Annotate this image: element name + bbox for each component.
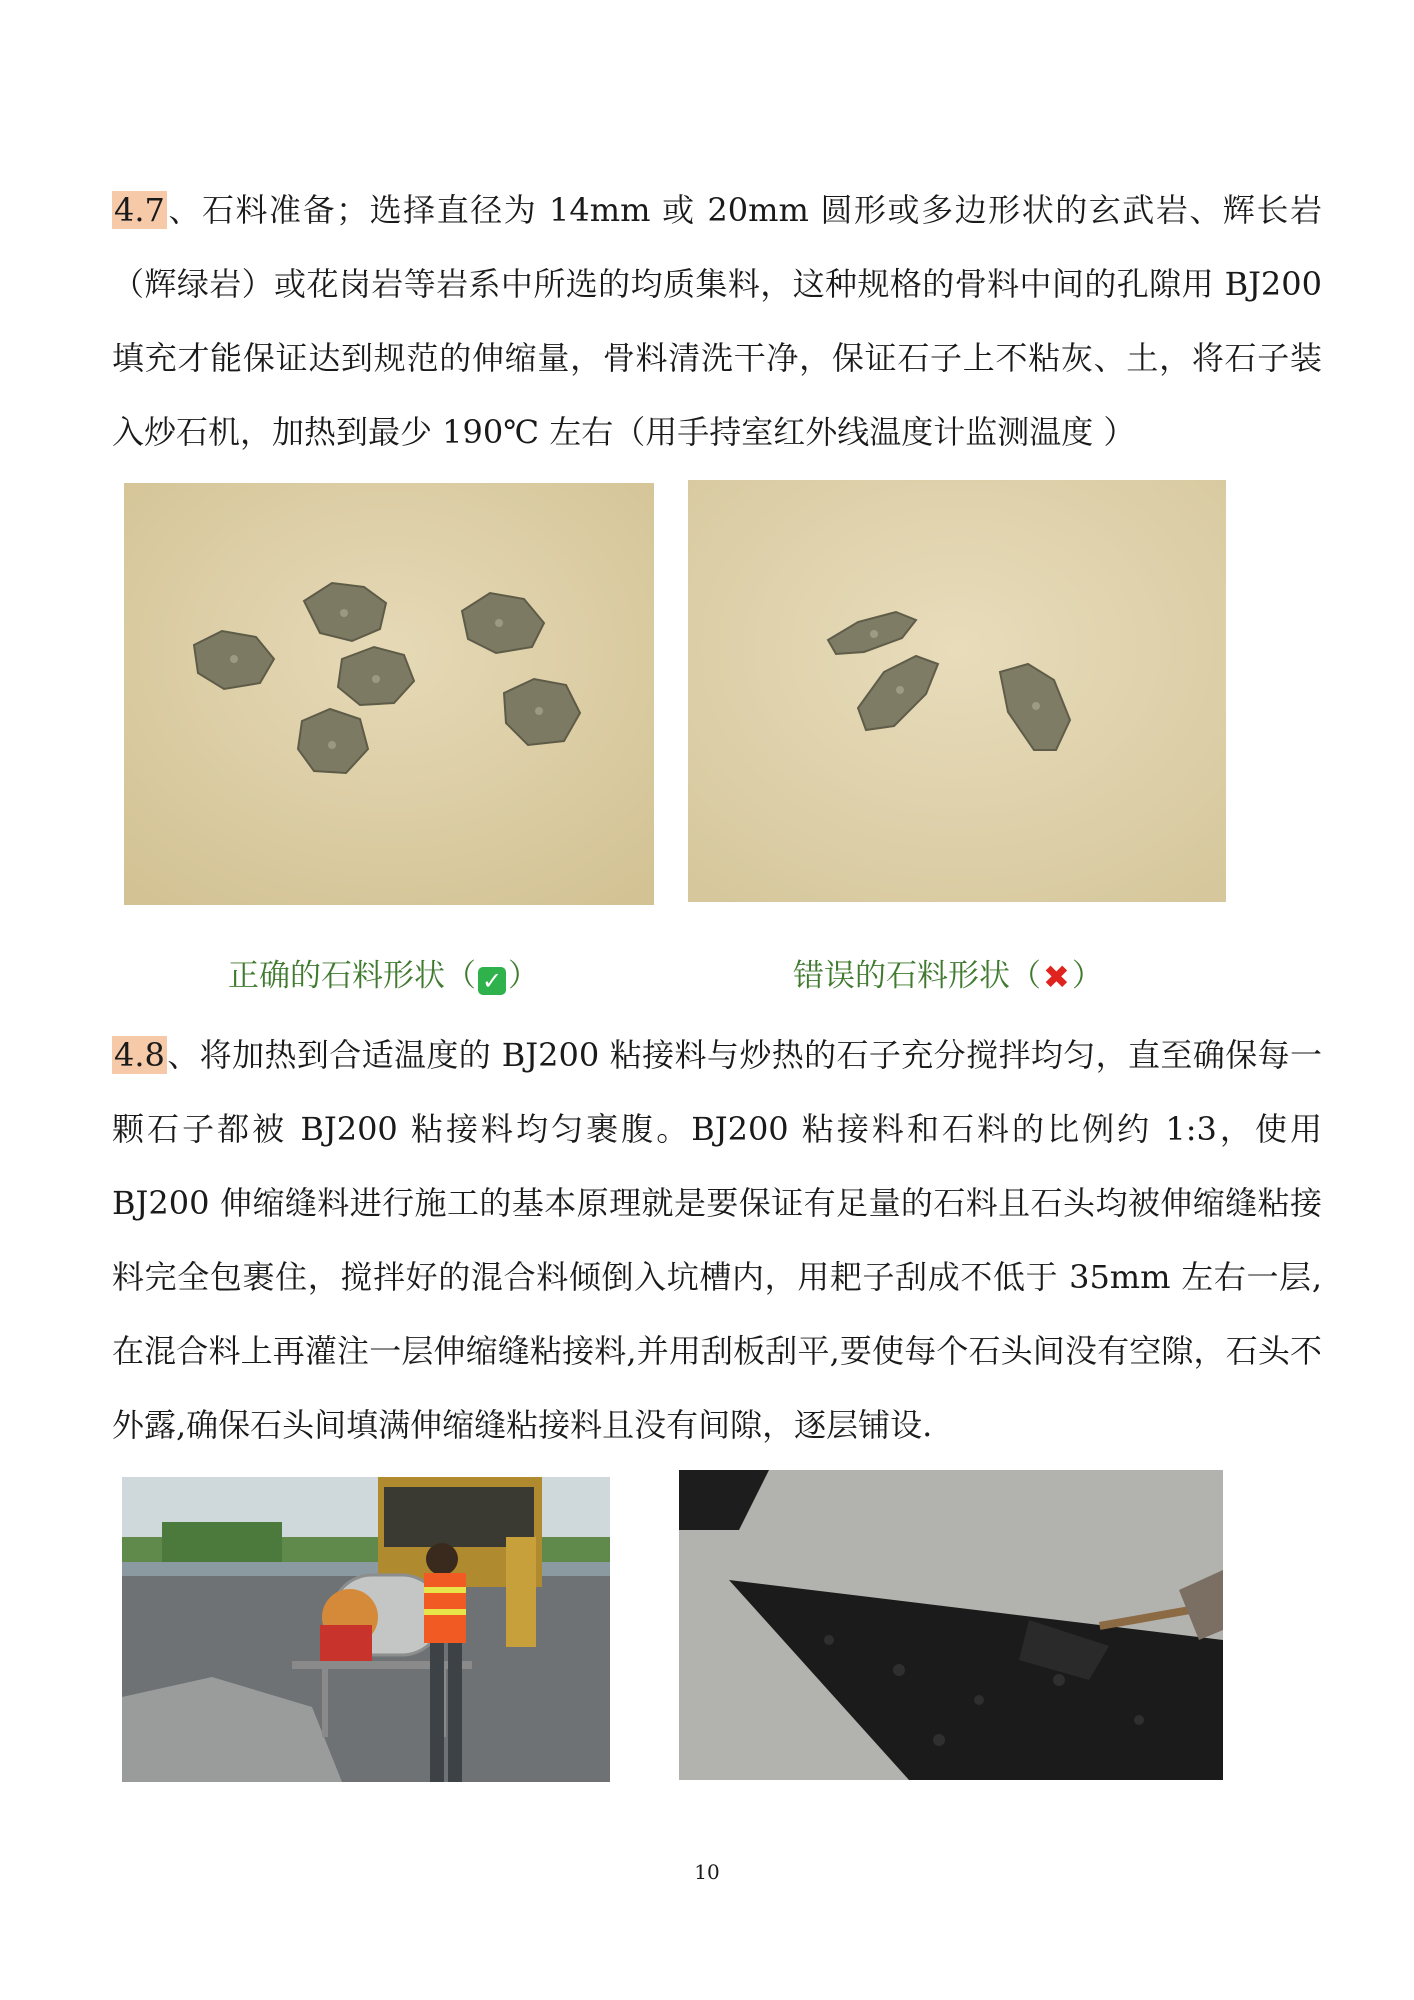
cross-mark-icon: ✖ <box>1043 958 1070 996</box>
photo-worker-mixer <box>122 1477 610 1782</box>
section-4-8-text: 、将加热到合适温度的 BJ200 粘接料与炒热的石子充分搅拌均匀，直至确保每一颗石子都被 BJ200 粘接料均匀裹腹。BJ200 粘接料和石料的比例约 1:3，使用 BJ200 伸缩缝料进行施工的基本原理就是要保证有足量的石料且石头均被伸缩缝粘接料完全包裹住，搅拌好的混合料倾倒入坑槽内，用耙子刮成不低于 35mm 左右一层,在混合料上再灌注一层伸缩缝粘接料,并用刮板刮平,要使每个石头间没有空隙，石头不外露,确保石头间填满伸缩缝粘接料且没有间隙，逐层铺设. <box>112 1036 1322 1444</box>
section-4-7-number: 4.7 <box>114 191 165 229</box>
photo-wrong-stones <box>688 480 1226 902</box>
caption-correct-stone-shape: 正确的石料形状（ ✓ ） <box>228 958 539 995</box>
section-4-7-text: 、石料准备；选择直径为 14mm 或 20mm 圆形或多边形状的玄武岩、辉长岩（辉绿岩）或花岗岩等岩系中所选的均质集料，这种规格的骨料中间的孔隙用 BJ200 填充才能保证达到规范的伸缩量，骨料清洗干净，保证石子上不粘灰、土，将石子装入炒石机，加热到最少 190℃ 左右（用手持室红外线温度计监测温度 ） <box>112 191 1322 451</box>
page-number: 10 <box>694 1860 720 1884</box>
photo-correct-stones <box>124 483 654 905</box>
caption-wrong-stone-shape: 错误的石料形状（✖） <box>793 958 1103 996</box>
section-4-8-paragraph <box>112 1018 1322 1462</box>
photo-asphalt-shovel <box>679 1470 1223 1780</box>
section-4-8-number: 4.8 <box>114 1036 165 1074</box>
check-mark-icon: ✓ <box>478 967 506 995</box>
section-4-7-paragraph <box>112 173 1322 469</box>
